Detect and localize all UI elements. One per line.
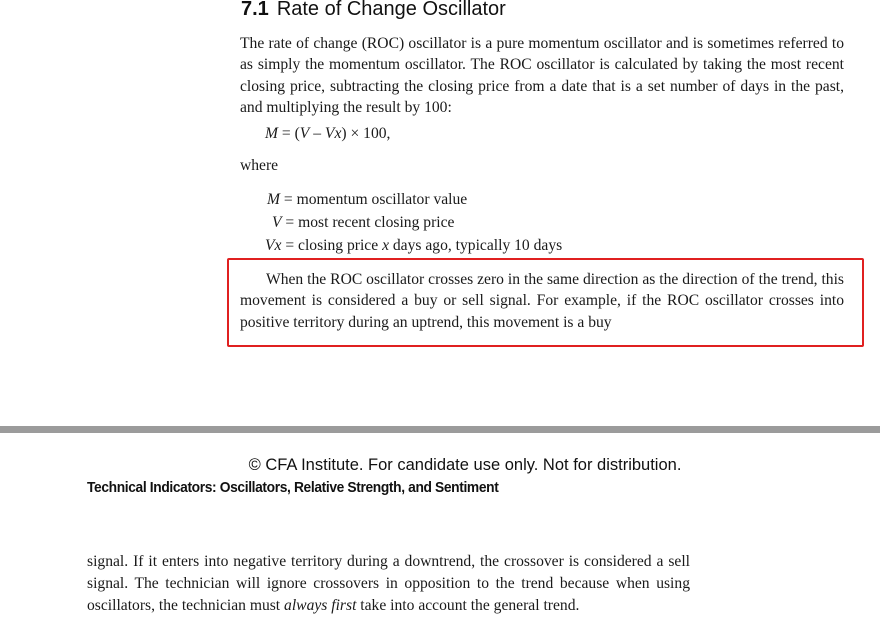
continuation-text: signal. If it enters into negative territory during a downtrend, the crossover is considered a sell signal. The technician will ignore crossovers in opposition to the trend because when using oscillators, the technician must bbox=[87, 553, 690, 614]
formula-vx: Vx bbox=[324, 125, 342, 142]
formula-m: M bbox=[265, 125, 278, 142]
definition-text: = closing price bbox=[281, 237, 383, 254]
copyright-watermark: © CFA Institute. For candidate use only. Not for distribution. bbox=[248, 456, 682, 474]
roc-formula bbox=[265, 125, 390, 143]
formula-tail: ) × 100, bbox=[341, 125, 391, 142]
definition-symbol: Vx bbox=[265, 237, 282, 254]
definition-v bbox=[272, 214, 454, 232]
definition-vx bbox=[265, 237, 562, 255]
definition-text: = most recent closing price bbox=[281, 214, 455, 231]
paragraph-roc-definition: The rate of change (ROC) oscillator is a pure momentum oscillator and is sometimes referred to as simply the momentum oscillator. The ROC oscillator is calculated by taking the most recent closing price, subtracting the closing price from a date that is a set number of days in the past, and multiplying the result by 100: bbox=[240, 35, 844, 116]
highlight-box bbox=[227, 258, 864, 347]
definition-symbol: M bbox=[267, 191, 280, 208]
paragraph-continuation bbox=[87, 551, 690, 617]
definition-x: x bbox=[382, 237, 389, 254]
section-number: 7.1 bbox=[241, 0, 269, 20]
formula-v: V bbox=[299, 125, 310, 142]
section-heading bbox=[241, 0, 506, 21]
formula-eq: = ( bbox=[278, 125, 300, 142]
definition-text: = momentum oscillator value bbox=[280, 191, 468, 208]
formula-minus: – bbox=[309, 125, 325, 142]
section-title: Rate of Change Oscillator bbox=[276, 0, 506, 20]
definition-m bbox=[267, 191, 467, 209]
definition-symbol: V bbox=[272, 214, 282, 231]
paragraph-roc-signal: When the ROC oscillator crosses zero in the same direction as the direction of the trend, this movement is considered a buy or sell signal. For example, if the ROC oscillator crosses into positive territory during an uptrend, this movement is a buy bbox=[240, 271, 844, 331]
continuation-text-tail: take into account the general trend. bbox=[356, 597, 580, 614]
page-divider bbox=[0, 426, 880, 433]
definition-text-tail: days ago, typically 10 days bbox=[388, 237, 563, 254]
emphasis-always-first: always first bbox=[284, 597, 357, 614]
running-header: Technical Indicators: Oscillators, Relative Strength, and Sentiment bbox=[87, 479, 499, 496]
where-label: where bbox=[240, 157, 279, 174]
